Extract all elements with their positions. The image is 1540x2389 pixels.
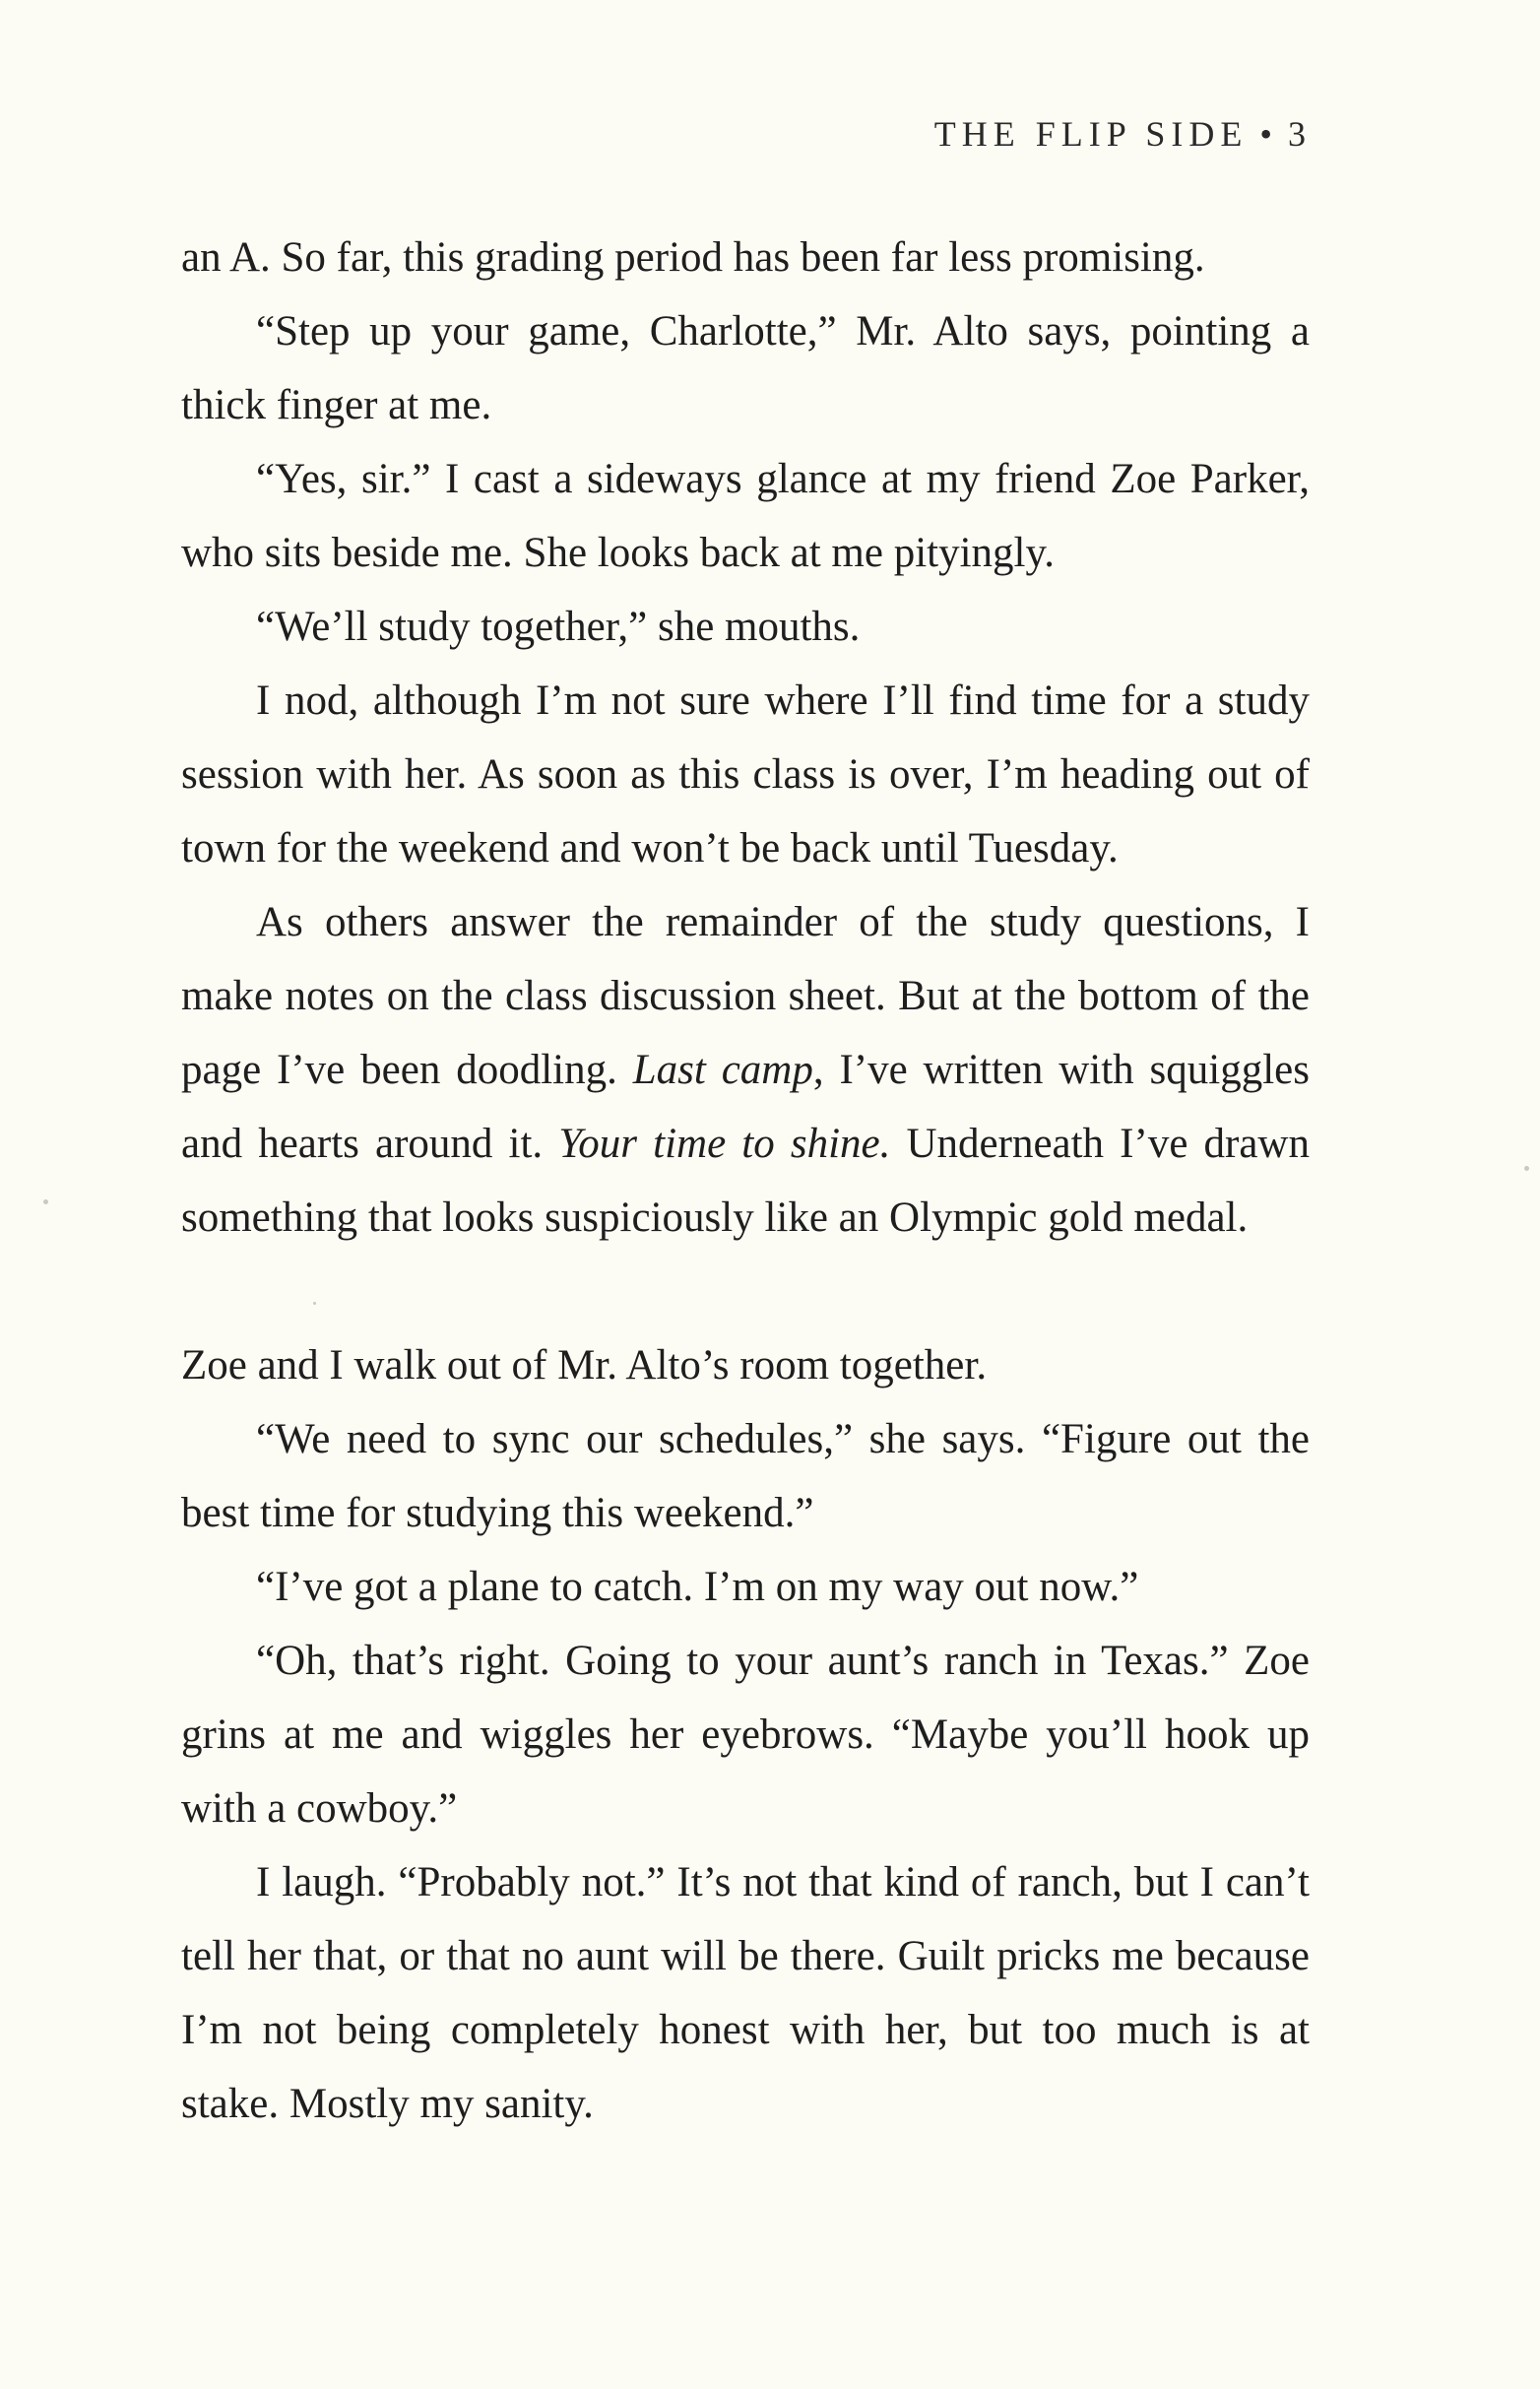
italic-phrase: Last camp: [632, 1047, 813, 1093]
italic-phrase: Your time to shine.: [558, 1121, 891, 1167]
body-text: [181, 221, 1310, 2141]
paragraph: “We need to sync our schedules,” she says. “Figure out the best time for studying this weekend.”: [181, 1416, 1310, 1536]
paragraph: “Step up your game, Charlotte,” Mr. Alto says, pointing a thick finger at me.: [181, 308, 1310, 428]
paragraph: Zoe and I walk out of Mr. Alto’s room together.: [181, 1342, 988, 1388]
paragraph-text: As others answer the remainder of the study questions, I make notes on the class discussion sheet. But at the bottom of the page I’ve been doodling.: [181, 899, 1310, 1093]
paragraph-text: , I’ve written with squiggles and hearts around it.: [181, 1047, 1310, 1167]
paragraph: [181, 885, 1310, 1255]
paragraph-text: Underneath I’ve drawn something that looks suspiciously like an Olympic gold medal.: [181, 1121, 1310, 1241]
scan-speck: [43, 1199, 48, 1204]
header-separator: •: [1259, 114, 1272, 154]
page-number: 3: [1288, 114, 1312, 154]
paragraph: “We’ll study together,” she mouths.: [256, 604, 861, 650]
paragraph: “Oh, that’s right. Going to your aunt’s ranch in Texas.” Zoe grins at me and wiggles her eyebrows. “Maybe you’ll hook up with a cowboy.”: [181, 1638, 1310, 1832]
scan-speck: [1524, 1166, 1529, 1171]
section-break: [181, 1255, 1310, 1328]
paragraph: “Yes, sir.” I cast a sideways glance at my friend Zoe Parker, who sits beside me. She looks back at me pityingly.: [181, 456, 1310, 576]
paragraph: I laugh. “Probably not.” It’s not that kind of ranch, but I can’t tell her that, or that no aunt will be there. Guilt pricks me because I’m not being completely honest with her, but too much is at stake. Mostly my sanity.: [181, 1859, 1310, 2127]
scan-speck: [313, 1302, 316, 1305]
paragraph: “I’ve got a plane to catch. I’m on my way out now.”: [256, 1564, 1139, 1610]
paragraph: I nod, although I’m not sure where I’ll find time for a study session with her. As soon as this class is over, I’m heading out of town for the weekend and won’t be back until Tuesday.: [181, 678, 1310, 872]
book-title: THE FLIP SIDE: [933, 114, 1249, 154]
paragraph: an A. So far, this grading period has been far less promising.: [181, 234, 1205, 281]
running-head: [934, 116, 1312, 152]
